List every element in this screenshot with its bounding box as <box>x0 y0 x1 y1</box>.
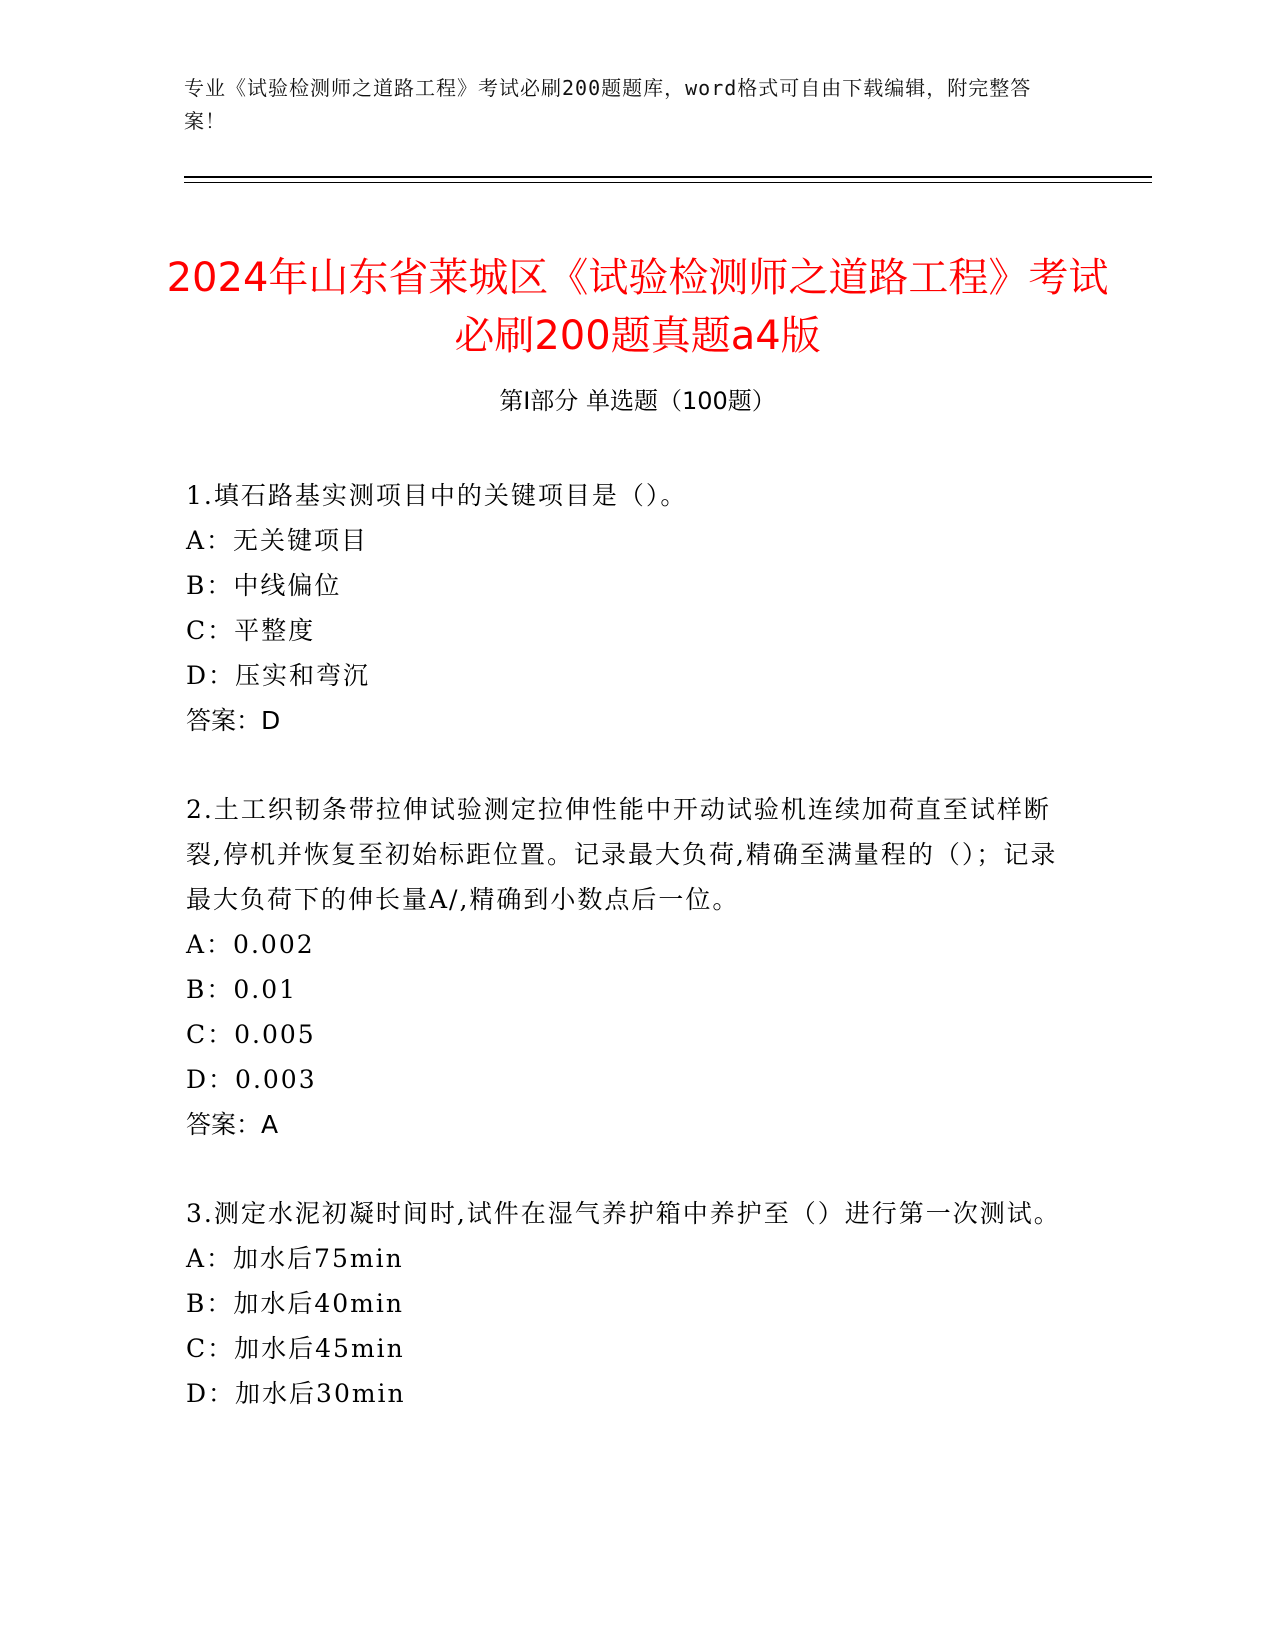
question-1-option-a: A：无关键项目 <box>186 526 369 555</box>
question-1-option-c: C：平整度 <box>186 616 316 645</box>
question-1-answer: 答案：D <box>186 706 281 735</box>
header-rule-thin <box>184 182 1152 183</box>
question-3-option-a: A：加水后75min <box>186 1244 404 1273</box>
question-3-option-d: D：加水后30min <box>186 1379 406 1408</box>
question-1 <box>186 473 1066 743</box>
question-2 <box>186 787 1066 1147</box>
section-heading: 第Ⅰ部分 单选题（100题） <box>499 387 776 415</box>
document-title: 2024年山东省莱城区《试验检测师之道路工程》考试必刷200题真题a4版 <box>166 254 1109 359</box>
question-2-option-b: B：0.01 <box>186 975 298 1004</box>
question-3 <box>186 1191 1066 1416</box>
question-3-option-b: B：加水后40min <box>186 1289 404 1318</box>
question-1-option-d: D：压实和弯沉 <box>186 661 371 690</box>
question-3-stem: 3.测定水泥初凝时间时,试件在湿气养护箱中养护至（）进行第一次测试。 <box>186 1199 1061 1228</box>
question-2-option-d: D：0.003 <box>186 1065 317 1094</box>
question-2-answer: 答案：A <box>186 1110 279 1139</box>
question-2-stem: 2.土工织韧条带拉伸试验测定拉伸性能中开动试验机连续加荷直至试样断裂,停机并恢复至初始标距位置。记录最大负荷,精确至满量程的（）；记录最大负荷下的伸长量A/,精确到小数点后一位。 <box>186 795 1058 914</box>
header-rule-thick <box>184 176 1152 178</box>
question-2-option-a: A：0.002 <box>186 930 315 959</box>
question-2-option-c: C：0.005 <box>186 1020 316 1049</box>
header-note: 专业《试验检测师之道路工程》考试必刷200题题库，word格式可自由下载编辑，附完整答案！ <box>184 76 1032 133</box>
question-1-stem: 1.填石路基实测项目中的关键项目是（）。 <box>186 481 688 510</box>
question-list <box>186 473 1066 1460</box>
question-3-option-c: C：加水后45min <box>186 1334 405 1363</box>
question-1-option-b: B：中线偏位 <box>186 571 342 600</box>
